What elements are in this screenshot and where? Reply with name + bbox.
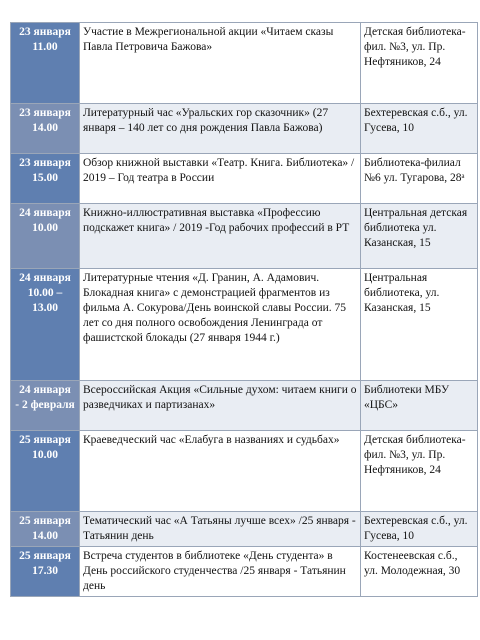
table-row bbox=[11, 154, 478, 204]
table-row bbox=[11, 381, 478, 431]
event-title: Книжно-иллюстративная выставка «Профессию подскажет книга» / 2019 -Год рабочих профессий в РТ bbox=[80, 204, 361, 269]
event-title: Участие в Межрегиональной акции «Читаем сказы Павла Петровича Бажова» bbox=[80, 23, 361, 104]
table-row bbox=[11, 512, 478, 547]
date-cell bbox=[11, 381, 80, 431]
table-row bbox=[11, 269, 478, 381]
event-place: Костенеевская с.б., ул. Молодежная, 30 bbox=[361, 547, 478, 597]
date-cell bbox=[11, 204, 80, 269]
table-row bbox=[11, 23, 478, 104]
event-time: 14.00 bbox=[32, 122, 58, 134]
event-title: Всероссийская Акция «Сильные духом: читаем книги о разведчиках и партизанах» bbox=[80, 381, 361, 431]
table-row bbox=[11, 104, 478, 154]
event-date: 23 января bbox=[19, 157, 71, 169]
table-row bbox=[11, 431, 478, 512]
event-date: 25 января bbox=[19, 434, 71, 446]
event-date: 25 января bbox=[19, 550, 71, 562]
date-cell bbox=[11, 23, 80, 104]
date-cell bbox=[11, 431, 80, 512]
event-place: Центральная библиотека, ул. Казанская, 15 bbox=[361, 269, 478, 381]
event-title: Обзор книжной выставки «Театр. Книга. Библиотека» / 2019 – Год театра в России bbox=[80, 154, 361, 204]
event-date: 23 января bbox=[19, 107, 71, 119]
date-cell bbox=[11, 547, 80, 597]
date-cell bbox=[11, 512, 80, 547]
date-cell bbox=[11, 104, 80, 154]
event-title: Встреча студентов в библиотеке «День студента» в День российского студенчества /25 января - Татьянин день bbox=[80, 547, 361, 597]
event-date: 25 января bbox=[19, 515, 71, 527]
event-date: 24 января bbox=[19, 384, 71, 396]
table-row bbox=[11, 204, 478, 269]
events-table bbox=[10, 22, 478, 597]
event-time: 10.00 bbox=[32, 449, 58, 461]
table-row bbox=[11, 547, 478, 597]
event-place: Библиотеки МБУ «ЦБС» bbox=[361, 381, 478, 431]
event-time: 15.00 bbox=[32, 172, 58, 184]
event-place: Центральная детская библиотека ул. Казанская, 15 bbox=[361, 204, 478, 269]
date-cell bbox=[11, 269, 80, 381]
event-place: Бехтеревская с.б., ул. Гусева, 10 bbox=[361, 104, 478, 154]
event-place: Бехтеревская с.б., ул. Гусева, 10 bbox=[361, 512, 478, 547]
event-time: 10.00 – 13.00 bbox=[27, 287, 63, 314]
event-time: 14.00 bbox=[32, 530, 58, 542]
event-title: Литературный час «Уральских гор сказочник» (27 января – 140 лет со дня рождения Павла Бажова) bbox=[80, 104, 361, 154]
event-place: Библиотека-филиал №6 ул. Тугарова, 28ᵃ bbox=[361, 154, 478, 204]
event-date: 24 января bbox=[19, 272, 71, 284]
event-time: 11.00 bbox=[32, 41, 58, 53]
event-time: 10.00 bbox=[32, 222, 58, 234]
date-cell bbox=[11, 154, 80, 204]
event-title: Литературные чтения «Д. Гранин, А. Адамович. Блокадная книга» с демонстрацией фрагментов из фильма А. Сокурова/День воинской славы России. 75 лет со дня полного освобождения Ленинграда от фашистской блокады (27 января 1944 г.) bbox=[80, 269, 361, 381]
event-time: - 2 февраля bbox=[15, 399, 75, 411]
event-place: Детская библиотека-фил. №3, ул. Пр. Нефтяников, 24 bbox=[361, 431, 478, 512]
event-date: 24 января bbox=[19, 207, 71, 219]
event-title: Тематический час «А Татьяны лучше всех» /25 января - Татьянин день bbox=[80, 512, 361, 547]
event-time: 17.30 bbox=[32, 565, 58, 577]
event-place: Детская библиотека-фил. №3, ул. Пр. Нефтяников, 24 bbox=[361, 23, 478, 104]
event-date: 23 января bbox=[19, 26, 71, 38]
event-title: Краеведческий час «Елабуга в названиях и судьбах» bbox=[80, 431, 361, 512]
